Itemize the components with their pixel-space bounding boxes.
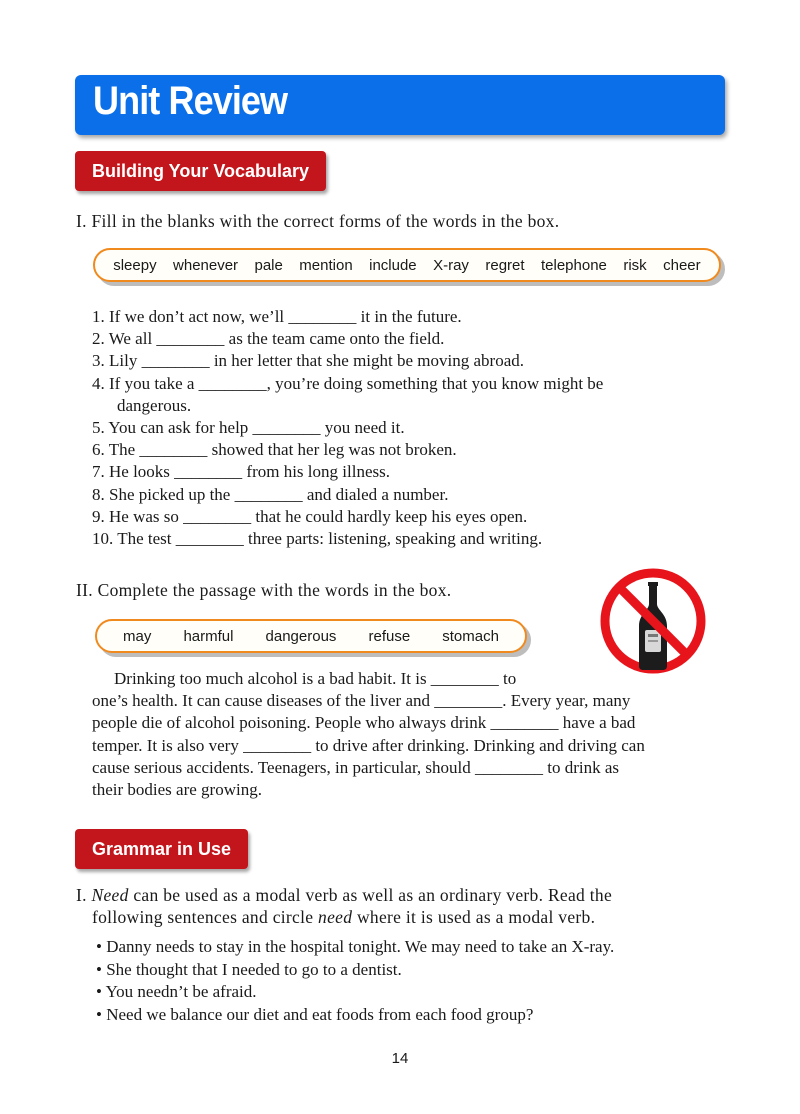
word-item: sleepy [113, 256, 157, 274]
instruction-line [76, 906, 612, 928]
passage-line: people die of alcohol poisoning. People who always drink ________ have a bad [92, 713, 636, 733]
question-item: 8. She picked up the ________ and dialed a number. [92, 484, 449, 504]
instruction-modal-verb [76, 884, 612, 928]
word-item: X-ray [433, 256, 469, 274]
no-alcohol-sign-icon [590, 568, 720, 678]
word-item: may [123, 627, 152, 645]
passage-line: Drinking too much alcohol is a bad habit. It is ________ to [114, 669, 517, 688]
instruction-text: following sentences and circle [92, 907, 319, 927]
question-item: 6. The ________ showed that her leg was not broken. [92, 440, 457, 460]
word-box-1 [93, 248, 721, 282]
passage-line: cause serious accidents. Teenagers, in particular, should ________ to drink as [92, 757, 620, 777]
passage-text [92, 668, 722, 801]
word-item: mention [299, 256, 353, 274]
sentence-list [96, 936, 614, 1026]
keyword-need: need [318, 907, 353, 927]
passage-line: their bodies are growing. [92, 780, 262, 800]
question-item: 3. Lily ________ in her letter that she might be moving abroad. [92, 351, 524, 371]
page-number: 14 [391, 1050, 409, 1067]
instruction-text: can be used as a modal verb as well as an ordinary verb. Read the [128, 885, 613, 905]
page-title: Unit Review [93, 79, 288, 123]
word-item: pale [254, 256, 283, 274]
instruction-line [76, 884, 612, 906]
question-item: 2. We all ________ as the team came onto the field. [92, 329, 445, 349]
word-item: telephone [541, 256, 607, 274]
question-list [92, 306, 603, 550]
word-item: whenever [173, 256, 239, 274]
instruction-number: I. [76, 885, 87, 905]
question-item: 5. You can ask for help ________ you need it. [92, 418, 405, 438]
question-item: 7. He looks ________ from his long illness. [92, 462, 390, 482]
section-tag-grammar: Grammar in Use [75, 829, 248, 869]
word-item: stomach [442, 627, 499, 645]
sentence-item: • Need we balance our diet and eat foods from each food group? [96, 1004, 534, 1024]
question-item: 10. The test ________ three parts: listening, speaking and writing. [92, 529, 543, 549]
section-tag-vocabulary: Building Your Vocabulary [75, 151, 326, 191]
instruction-fill-blanks: I. Fill in the blanks with the correct forms of the words in the box. [76, 211, 560, 231]
question-item: 1. If we don’t act now, we’ll ________ it in the future. [92, 307, 462, 326]
word-box-2 [95, 619, 527, 653]
question-item: 4. If you take a ________, you’re doing something that you know might be [92, 373, 604, 393]
word-item: cheer [663, 256, 701, 274]
word-item: regret [485, 256, 525, 274]
keyword-need: Need [91, 885, 129, 905]
word-item: refuse [368, 627, 411, 645]
passage-line: temper. It is also very ________ to drive after drinking. Drinking and driving can [92, 735, 645, 755]
unit-title-banner [75, 75, 725, 135]
word-item: harmful [183, 627, 234, 645]
word-item: dangerous [265, 627, 337, 645]
word-item: risk [623, 256, 647, 274]
sentence-item: • Danny needs to stay in the hospital tonight. We may need to take an X-ray. [96, 937, 615, 956]
passage-line: one’s health. It can cause diseases of the liver and ________. Every year, many [92, 691, 631, 711]
instruction-text: where it is used as a modal verb. [352, 907, 596, 927]
instruction-complete-passage: II. Complete the passage with the words in the box. [76, 580, 452, 600]
question-item: 9. He was so ________ that he could hardly keep his eyes open. [92, 506, 528, 526]
word-item: include [369, 256, 417, 274]
sentence-item: • You needn’t be afraid. [96, 982, 257, 1001]
sentence-item: • She thought that I needed to go to a dentist. [96, 959, 402, 979]
question-item-continued: dangerous. [117, 395, 192, 415]
